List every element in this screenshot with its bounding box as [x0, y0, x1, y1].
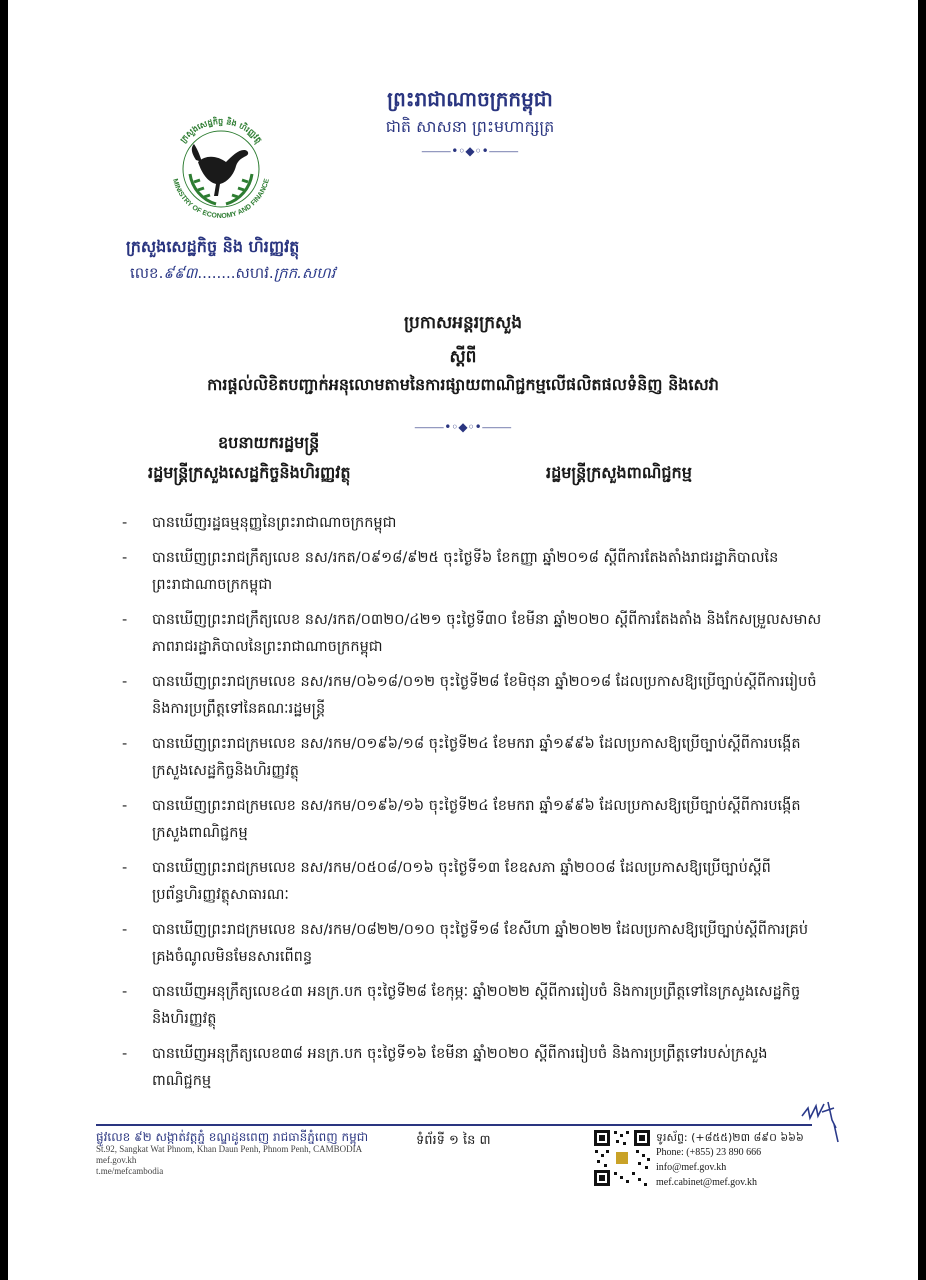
qr-code-icon	[592, 1128, 652, 1188]
document-page	[8, 0, 918, 1280]
list-item: - បានឃើញព្រះរាជក្រមលេខ នស/រកម/០១៩៦/១៦ ចុះថ្ងៃទី២៤ ខែមករា ឆ្នាំ១៩៩៦ ដែលប្រកាសឱ្យប្រើច្បាប់ស្តីពីការបង្កើតក្រសួងពាណិជ្ជកម្ម	[122, 798, 801, 841]
recital-text: បានឃើញព្រះរាជក្រឹត្យលេខ នស/រកត/០៣២០/៤២១ ចុះថ្ងៃទី៣០ ខែមីនា ឆ្នាំ២០២០ ស្តីពីការតែងតាំង និងកែសម្រួលសមាសភាពរាជរដ្ឋាភិបាលនៃព្រះរាជាណាចក្រកម្ពុជា	[152, 612, 822, 655]
recital-text: បានឃើញព្រះរាជក្រមលេខ នស/រកម/០១៩៦/១៦ ចុះថ្ងៃទី២៤ ខែមករា ឆ្នាំ១៩៩៦ ដែលប្រកាសឱ្យប្រើច្បាប់ស្តីពីការបង្កើតក្រសួងពាណិជ្ជកម្ម	[152, 798, 801, 841]
svg-text:MINISTRY OF ECONOMY AND FINANC: MINISTRY OF ECONOMY AND FINANCE	[171, 177, 271, 221]
list-item: - បានឃើញព្រះរាជក្រមលេខ នស/រកម/០១៩៦/១៨ ចុះថ្ងៃទី២៤ ខែមករា ឆ្នាំ១៩៩៦ ដែលប្រកាសឱ្យប្រើច្បាប់ស្តីពីការបង្កើតក្រសួងសេដ្ឋកិច្ចនិងហិរញ្ញវត្ថុ	[122, 736, 801, 779]
list-item: - បានឃើញអនុក្រឹត្យលេខ៣៨ អនក្រ.បក ចុះថ្ងៃទី១៦ ខែមីនា ឆ្នាំ២០២០ ស្តីពីការរៀបចំ និងការប្រព្រឹត្តទៅរបស់ក្រសួងពាណិជ្ជកម្ម	[122, 1046, 768, 1089]
footer-contact	[656, 1130, 804, 1190]
national-motto: ជាតិ សាសនា ព្រះមហាក្សត្រ	[385, 117, 555, 136]
document-type-title: ប្រកាសអន្តរក្រសួង	[403, 313, 523, 333]
email-cabinet[interactable]: mef.cabinet@mef.gov.kh	[656, 1177, 758, 1188]
initials-signature	[798, 1098, 848, 1148]
recital-text: បានឃើញព្រះរាជក្រមលេខ នស/រកម/០៥០៨/០១៦ ចុះថ្ងៃទី១៣ ខែឧសភា ឆ្នាំ២០០៨ ដែលប្រកាសឱ្យប្រើច្បាប់ស្តីពីប្រព័ន្ធហិរញ្ញវត្ថុសាធារណៈ	[152, 860, 771, 903]
list-item: - បានឃើញព្រះរាជក្រមលេខ នស/រកម/០៥០៨/០១៦ ចុះថ្ងៃទី១៣ ខែឧសភា ឆ្នាំ២០០៨ ដែលប្រកាសឱ្យប្រើច្បាប់ស្តីពីប្រព័ន្ធហិរញ្ញវត្ថុសាធារណៈ	[122, 860, 771, 903]
ref-handwritten-number: ៩៩៣	[163, 264, 198, 282]
phone-english: Phone: (+855) 23 890 666	[656, 1147, 762, 1158]
address-english: St.92, Sangkat Wat Phnom, Khan Daun Penh, Phnom Penh, CAMBODIA	[96, 1144, 363, 1154]
page-number: ទំព័រទី ១ នៃ ៣	[416, 1133, 491, 1148]
recital-text: បានឃើញព្រះរាជក្រឹត្យលេខ នស/រកត/០៩១៨/៩២៥ ចុះថ្ងៃទី៦ ខែកញ្ញា ឆ្នាំ២០១៨ ស្តីពីការតែងតាំងរាជរដ្ឋាភិបាលនៃព្រះរាជាណាចក្រកម្ពុជា	[152, 550, 779, 593]
telegram-link[interactable]: t.me/mefcambodia	[96, 1166, 164, 1176]
signatory-minister-mef: រដ្ឋមន្ត្រីក្រសួងសេដ្ឋកិច្ចនិងហិរញ្ញវត្ថុ	[148, 463, 351, 482]
recital-text: បានឃើញអនុក្រឹត្យលេខ៣៨ អនក្រ.បក ចុះថ្ងៃទី១៦ ខែមីនា ឆ្នាំ២០២០ ស្តីពីការរៀបចំ និងការប្រព្រឹត្តទៅរបស់ក្រសួងពាណិជ្ជកម្ម	[152, 1046, 768, 1089]
recital-text: បានឃើញព្រះរាជក្រមលេខ នស/រកម/០១៩៦/១៨ ចុះថ្ងៃទី២៤ ខែមករា ឆ្នាំ១៩៩៦ ដែលប្រកាសឱ្យប្រើច្បាប់ស្តីពីការបង្កើតក្រសួងសេដ្ឋកិច្ចនិងហិរញ្ញវត្ថុ	[152, 736, 801, 779]
address-khmer: ផ្លូវលេខ ៩២ សង្កាត់វត្តភ្នំ ខណ្ឌដូនពេញ រាជធានីភ្នំពេញ កម្ពុជា	[96, 1130, 369, 1144]
svg-text:ក្រសួងសេដ្ឋកិច្ច និង ហិរញ្ញវត្: ក្រសួងសេដ្ឋកិច្ច និង ហិរញ្ញវត្ថុ	[178, 116, 264, 145]
recital-text: បានឃើញព្រះរាជក្រមលេខ នស/រកម/០៨២២/០១០ ចុះថ្ងៃទី១៨ ខែសីហា ឆ្នាំ២០២២ ដែលប្រកាសឱ្យប្រើច្បាប់ស្តីពីការគ្រប់គ្រងចំណូលមិនមែនសារពើពន្ធ	[152, 922, 809, 965]
phone-khmer: ទូរស័ព្ទ: (+៨៥៥)២៣ ៨៩០ ៦៦៦	[656, 1131, 804, 1144]
ref-mid: ........សហវ.	[197, 264, 274, 282]
kingdom-heading: ព្រះរាជាណាចក្រកម្ពុជា	[387, 87, 553, 111]
signatory-minister-moc: រដ្ឋមន្ត្រីក្រសួងពាណិជ្ជកម្ម	[546, 463, 692, 482]
list-item: - បានឃើញព្រះរាជក្រឹត្យលេខ នស/រកត/០៩១៨/៩២៥ ចុះថ្ងៃទី៦ ខែកញ្ញា ឆ្នាំ២០១៨ ស្តីពីការតែងតាំងរាជរដ្ឋាភិបាលនៃព្រះរាជាណាចក្រកម្ពុជា	[122, 550, 779, 593]
header-ornament: ⸻•◦◆◦•⸻	[421, 144, 519, 158]
document-subject: ការផ្តល់លិខិតបញ្ជាក់អនុលោមតាមនៃការផ្សាយពាណិជ្ជកម្មលើផលិតផលទំនិញ និងសេវា	[207, 375, 719, 394]
website-link[interactable]: mef.gov.kh	[96, 1155, 137, 1165]
reference-number	[130, 264, 335, 286]
ministry-name: ក្រសួងសេដ្ឋកិច្ច និង ហិរញ្ញវត្ថុ	[126, 237, 300, 256]
footer-address	[96, 1130, 368, 1177]
title-ornament: ⸻•◦◆◦•⸻	[414, 420, 512, 434]
list-item: - បានឃើញព្រះរាជក្រឹត្យលេខ នស/រកត/០៣២០/៤២១ ចុះថ្ងៃទី៣០ ខែមីនា ឆ្នាំ២០២០ ស្តីពីការតែងតាំង និងកែសម្រួលសមាសភាពរាជរដ្ឋាភិបាលនៃព្រះរាជាណាចក្រកម្ពុជា	[122, 612, 822, 655]
recital-list	[122, 510, 822, 1103]
list-item: - បានឃើញរដ្ឋធម្មនុញ្ញនៃព្រះរាជាណាចក្រកម្ពុជា	[122, 515, 397, 531]
signatory-deputy-pm: ឧបនាយករដ្ឋមន្ត្រី	[218, 433, 320, 452]
recital-text: បានឃើញព្រះរាជក្រមលេខ នស/រកម/០៦១៨/០១២ ចុះថ្ងៃទី២៨ ខែមិថុនា ឆ្នាំ២០១៨ ដែលប្រកាសឱ្យប្រើច្បាប់ស្តីពីការរៀបចំ និងការប្រព្រឹត្តទៅនៃគណៈរដ្ឋមន្ត្រី	[152, 674, 817, 717]
ministry-seal-logo	[156, 104, 286, 234]
document-about-label: ស្តីពី	[449, 347, 477, 367]
recital-text: បានឃើញអនុក្រឹត្យលេខ៤៣ អនក្រ.បក ចុះថ្ងៃទី២៨ ខែកុម្ភៈ ឆ្នាំ២០២២ ស្តីពីការរៀបចំ និងការប្រព្រឹត្តទៅនៃក្រសួងសេដ្ឋកិច្ចនិងហិរញ្ញវត្ថុ	[152, 984, 801, 1027]
recital-text: បានឃើញរដ្ឋធម្មនុញ្ញនៃព្រះរាជាណាចក្រកម្ពុជា	[152, 515, 397, 531]
list-item: - បានឃើញព្រះរាជក្រមលេខ នស/រកម/០៦១៨/០១២ ចុះថ្ងៃទី២៨ ខែមិថុនា ឆ្នាំ២០១៨ ដែលប្រកាសឱ្យប្រើច្បាប់ស្តីពីការរៀបចំ និងការប្រព្រឹត្តទៅនៃគណៈរដ្ឋមន្ត្រី	[122, 674, 817, 717]
ref-prefix: លេខ.	[130, 264, 164, 282]
email-info[interactable]: info@mef.gov.kh	[656, 1162, 727, 1173]
footer-divider	[96, 1124, 812, 1126]
list-item: - បានឃើញអនុក្រឹត្យលេខ៤៣ អនក្រ.បក ចុះថ្ងៃទី២៨ ខែកុម្ភៈ ឆ្នាំ២០២២ ស្តីពីការរៀបចំ និងការប្រព្រឹត្តទៅនៃក្រសួងសេដ្ឋកិច្ចនិងហិរញ្ញវត្ថុ	[122, 984, 801, 1027]
list-item: - បានឃើញព្រះរាជក្រមលេខ នស/រកម/០៨២២/០១០ ចុះថ្ងៃទី១៨ ខែសីហា ឆ្នាំ២០២២ ដែលប្រកាសឱ្យប្រើច្បាប់ស្តីពីការគ្រប់គ្រងចំណូលមិនមែនសារពើពន្ធ	[122, 922, 809, 965]
ref-handwritten-code: ក្រក.សហវ	[273, 264, 336, 282]
